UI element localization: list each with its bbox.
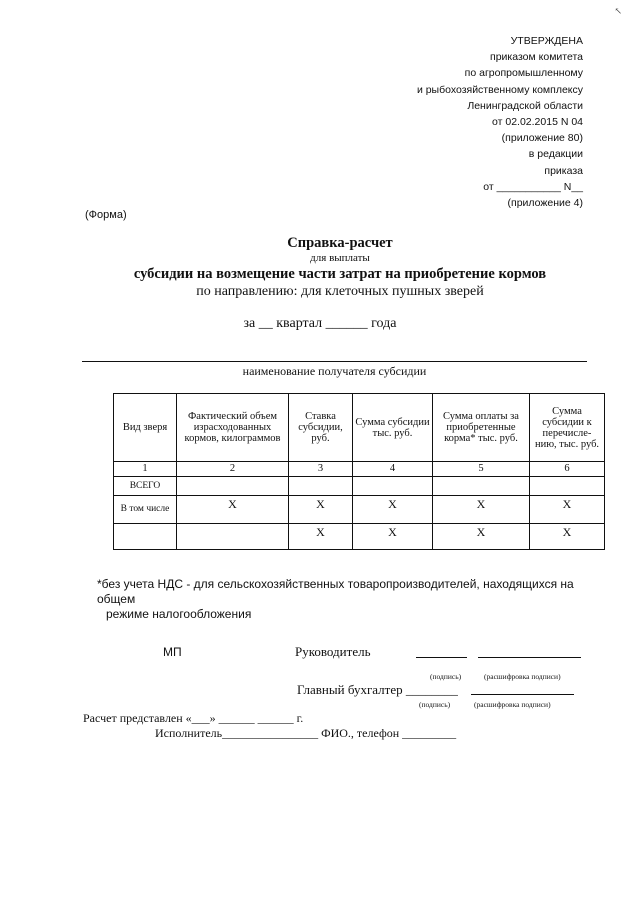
table-row-including (114, 496, 605, 524)
table-cell (289, 477, 353, 496)
table-row-total (114, 477, 605, 496)
table-cell: X (433, 496, 530, 524)
table-cell: X (353, 496, 433, 524)
submitted-date-line: Расчет представлен «___» ______ ______ г. (83, 711, 304, 725)
table-cell: X (530, 496, 605, 524)
approval-line: Ленинградской области (467, 99, 583, 112)
table-cell (433, 477, 530, 496)
table-cell (177, 524, 289, 550)
form-label: (Форма) (85, 209, 127, 221)
table-cell: X (289, 496, 353, 524)
footnote (97, 577, 597, 622)
document-direction: по направлению: для клеточных пушных зверей (196, 284, 484, 299)
table-cell (530, 477, 605, 496)
executor-line: Исполнитель________________ ФИО., телефон _________ (155, 726, 457, 740)
header-animal-type: Вид зверя (114, 394, 177, 462)
document-subject: субсидии на возмещение части затрат на приобретение кормов (133, 266, 547, 282)
approval-line: и рыбохозяйственному комплексу (416, 83, 583, 96)
table-cell (177, 477, 289, 496)
stamp-place-label: МП (163, 645, 182, 659)
recipient-caption: наименование получателя субсидии (242, 364, 427, 378)
approval-line: приказа (544, 164, 583, 177)
column-number: 4 (353, 462, 433, 477)
table-cell: В том числе (114, 496, 177, 524)
header-feed-volume: Фактический объем израсходованных кормов, килограммов (177, 394, 289, 462)
table-cell: X (177, 496, 289, 524)
document-purpose: для выплаты (310, 252, 370, 264)
header-subsidy-transfer: Сумма субсидии к перечисле-нию, тыс. руб. (530, 394, 605, 462)
column-number: 2 (177, 462, 289, 477)
table-cell (114, 524, 177, 550)
approval-line: в редакции (528, 148, 583, 161)
title-block (60, 234, 620, 301)
table-cell (353, 477, 433, 496)
approval-line: от 02.02.2015 N 04 (492, 116, 583, 129)
head-signature-line (416, 657, 467, 658)
table-cell: X (433, 524, 530, 550)
approval-line: (приложение 80) (501, 132, 583, 145)
column-number: 1 (114, 462, 177, 477)
header-subsidy-sum: Сумма субсидии тыс. руб. (353, 394, 433, 462)
recipient-name-line (82, 361, 587, 362)
accountant-name-line (471, 694, 574, 695)
table-cell: X (530, 524, 605, 550)
approval-line: от ___________ N__ (483, 180, 583, 193)
approval-line: (приложение 4) (507, 197, 583, 210)
approval-line: УТВЕРЖДЕНА (510, 35, 583, 47)
accountant-label: Главный бухгалтер ________ (297, 682, 458, 697)
header-feed-payment: Сумма оплаты за приобретенные корма* тыс. руб. (433, 394, 530, 462)
table-column-numbers (114, 462, 605, 477)
footnote-line: *без учета НДС - для сельскохозяйственных товаропроизводителей, находящихся на общем (97, 577, 574, 606)
column-number: 3 (289, 462, 353, 477)
signature-caption: (подпись) (430, 672, 462, 681)
document-period: за __ квартал ______ года (243, 316, 397, 331)
header-subsidy-rate: Ставка субсидии, руб. (289, 394, 353, 462)
signature-caption: (подпись) (419, 700, 451, 709)
approval-line: приказом комитета (490, 51, 583, 64)
scan-mark: ↖ (614, 6, 622, 16)
name-caption: (расшифровка подписи) (484, 672, 561, 681)
approval-line: по агропромышленному (464, 67, 583, 80)
footnote-line: режиме налогообложения (106, 607, 252, 621)
table-row-extra (114, 524, 605, 550)
approval-block (323, 33, 583, 211)
table-cell: X (353, 524, 433, 550)
document-title: Справка-расчет (287, 235, 393, 251)
head-label: Руководитель (295, 644, 371, 659)
calculation-table (113, 393, 605, 550)
table-cell: ВСЕГО (114, 477, 177, 496)
column-number: 6 (530, 462, 605, 477)
column-number: 5 (433, 462, 530, 477)
table-cell: X (289, 524, 353, 550)
head-name-line (478, 657, 581, 658)
name-caption: (расшифровка подписи) (474, 700, 551, 709)
table-header-row (114, 394, 605, 462)
